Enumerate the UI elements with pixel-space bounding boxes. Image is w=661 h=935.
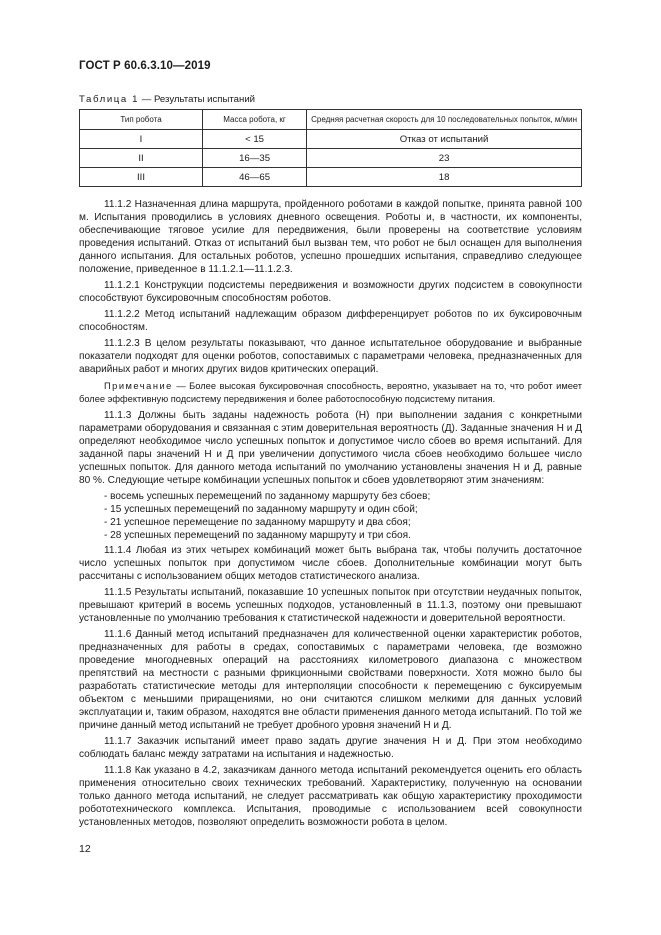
paragraph-11-1-2-1: 11.1.2.1 Конструкции подсистемы передвижения и возможности других подсистем в совокупности способствуют буксировочным способностям роботов. xyxy=(79,280,582,304)
column-header-robot-mass: Масса робота, кг xyxy=(202,110,306,130)
table-caption xyxy=(79,94,255,105)
cell-average-speed: 18 xyxy=(307,168,582,187)
table-caption-title: — Результаты испытаний xyxy=(139,94,256,105)
cell-robot-mass: 16—35 xyxy=(202,149,306,168)
table-caption-label: Таблица 1 xyxy=(79,94,140,105)
list-item: - восемь успешных перемещений по заданному маршруту без сбоев; xyxy=(104,491,431,502)
cell-robot-type: I xyxy=(80,130,203,149)
column-header-average-speed: Средняя расчетная скорость для 10 последовательных попыток, м/мин xyxy=(307,110,582,130)
page-number: 12 xyxy=(79,843,91,855)
cell-robot-type: II xyxy=(80,149,203,168)
paragraph-11-1-8: 11.1.8 Как указано в 4.2, заказчикам данного метода испытаний рекомендуется оценить его область применения относительно своих технических требований. Характеристику, полученную на основании только данного метода испытаний, не следует рассматривать как общую характеристику проходимости робототехнического комплекса. Испытания, проводимые с использованием всей совокупности установленных методов, позволяют определить возможности робота в целом. xyxy=(79,765,582,828)
list-item: - 28 успешных перемещений по заданному маршруту и три сбоя. xyxy=(104,530,411,541)
note-label: Примечание xyxy=(104,381,173,391)
list-item: - 21 успешное перемещение по заданному маршруту и два сбоя; xyxy=(104,517,411,528)
table-row xyxy=(80,130,582,149)
document-body xyxy=(79,198,582,832)
cell-robot-type: III xyxy=(80,168,203,187)
paragraph-11-1-2-3: 11.1.2.3 В целом результаты показывают, что данное испытательное оборудование и выбранные показатели подходят для оценки роботов, сопоставимых с параметрами человека, предназначенных для аварийных работ и многих других видов критических операций. xyxy=(79,338,582,375)
cell-robot-mass: < 15 xyxy=(202,130,306,149)
paragraph-11-1-4: 11.1.4 Любая из этих четырех комбинаций может быть выбрана так, чтобы получить достаточное число успешных попыток при допустимом числе сбоев. Дополнительные комбинации могут быть рассчитаны с использованием общих методов статистического анализа. xyxy=(79,545,582,582)
paragraph-11-1-7: 11.1.7 Заказчик испытаний имеет право задать другие значения Н и Д. При этом необходимо соблюдать баланс между затратами на испытания и надежностью. xyxy=(79,736,582,760)
paragraph-11-1-2: 11.1.2 Назначенная длина маршрута, пройденного роботами в каждой попытке, принята равной 100 м. Испытания проводились в условиях дневного освещения. Роботы и, в частности, их компоненты, обеспечивающие тяговое усилие для передвижения, были проверены на соответствие условиям проведения испытаний. Отказ от испытаний был вызван тем, что робот не был оснащен для выполнения данного испытания. Для остальных роботов, успешно прошедших испытания, справедливо следующее положение, приведенное в 11.1.2.1—11.1.2.3. xyxy=(79,199,582,275)
cell-average-speed: 23 xyxy=(307,149,582,168)
list-item: - 15 успешных перемещений по заданному маршруту и один сбой; xyxy=(104,504,418,515)
note-text: — Более высокая буксировочная способность, вероятно, указывает на то, что робот имеет более эффективную подсистему передвижения и более работоспособную подсистему питания. xyxy=(79,381,582,404)
column-header-robot-type: Тип робота xyxy=(80,110,203,130)
note-paragraph xyxy=(79,380,582,405)
cell-robot-mass: 46—65 xyxy=(202,168,306,187)
cell-average-speed: Отказ от испытаний xyxy=(307,130,582,149)
paragraph-11-1-3: 11.1.3 Должны быть заданы надежность робота (Н) при выполнении задания с конкретными параметрами оборудования и связанная с этим доверительная вероятность (Д). Заданные значения Н и Д определяют необходимое число успешных попыток и допустимое число сбоев во время испытаний. Для заданной пары значений Н и Д при увеличении допустимого числа сбоев необходимо большее число успешных попыток. Для данного метода испытаний по умолчанию установлены значения Н и Д, равные 80 %. Следующие четыре комбинации успешных попыток и сбоев удовлетворяют этим значениям: xyxy=(79,410,582,486)
table-header-row xyxy=(80,110,582,130)
results-table xyxy=(79,109,582,187)
document-code: ГОСТ Р 60.6.3.10—2019 xyxy=(79,60,211,72)
combinations-list xyxy=(79,490,582,542)
paragraph-11-1-2-2: 11.1.2.2 Метод испытаний надлежащим образом дифференцирует роботов по их буксировочным способностям. xyxy=(79,309,582,333)
table-row xyxy=(80,149,582,168)
table-row xyxy=(80,168,582,187)
paragraph-11-1-5: 11.1.5 Результаты испытаний, показавшие 10 успешных попыток при отсутствии неудачных попыток, превышают критерий в восемь успешных подходов, установленный в 11.1.3, поэтому они превышают установленные по умолчанию требования к статистической надежности и доверительной вероятности. xyxy=(79,587,582,624)
paragraph-11-1-6: 11.1.6 Данный метод испытаний предназначен для количественной оценки характеристик роботов, предназначенных для работы в средах, сопоставимых с параметрами человека, где возможно проведение многодневных операций на расстояниях километрового диапазона с множеством препятствий на местности с разными фрикционными свойствами поверхности. Хотя можно было бы разработать статистические методы для интерполяции способности к перемещению с буксируемым объектом с меньшими приращениями, но они считаются слишком мелкими для данных условий эксплуатации и, таким образом, находятся вне области применения данного метода испытаний. По той же причине данный метод испытаний не требует дробного уровня значений Н и Д. xyxy=(79,629,582,731)
